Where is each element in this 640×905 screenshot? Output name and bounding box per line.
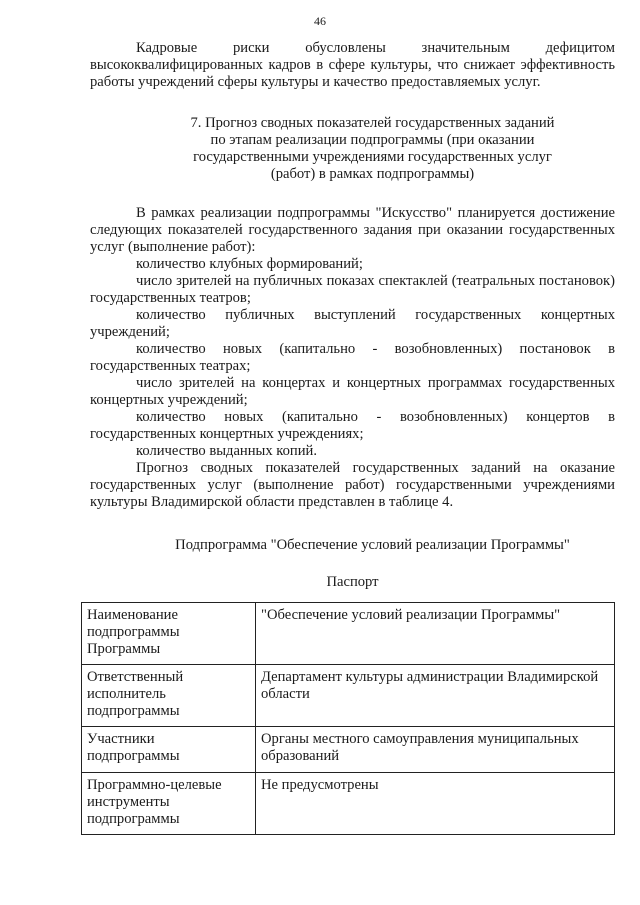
- table-row: [82, 603, 615, 665]
- section-7-heading: [90, 115, 615, 183]
- passport-value: "Обеспечение условий реализации Программы": [256, 603, 615, 665]
- passport-title: Паспорт: [326, 574, 379, 590]
- passport-table: [81, 602, 615, 835]
- indicator-item: количество новых (капитально - возобновленных) концертов в государственных концертных учреждениях;: [90, 409, 615, 442]
- passport-label: Программно-целевые инструменты подпрограммы: [82, 773, 256, 835]
- passport-value: Не предусмотрены: [256, 773, 615, 835]
- indicator-item: количество клубных формирований;: [136, 256, 363, 272]
- table-row: [82, 773, 615, 835]
- section-7-heading-line: по этапам реализации подпрограммы (при оказании: [210, 132, 535, 148]
- indicator-item: число зрителей на концертах и концертных программах государственных концертных учреждений;: [90, 375, 615, 408]
- passport-label: Наименование подпрограммы Программы: [82, 603, 256, 665]
- indicator-item: количество публичных выступлений государственных концертных учреждений;: [90, 307, 615, 340]
- indicator-item: количество новых (капитально - возобновленных) постановок в государственных театрах;: [90, 341, 615, 374]
- document-body: [90, 40, 615, 591]
- section-7-intro: В рамках реализации подпрограммы "Искусство" планируется достижение следующих показателей государственного задания при оказании государственных услуг (выполнение работ):: [90, 205, 615, 255]
- indicator-item: количество выданных копий.: [136, 443, 318, 459]
- page-number: 46: [314, 14, 326, 28]
- section-7-heading-line: 7. Прогноз сводных показателей государственных заданий: [190, 115, 555, 131]
- passport-label: Участники подпрограммы: [82, 727, 256, 773]
- section-7-heading-line: (работ) в рамках подпрограммы): [270, 166, 475, 182]
- intro-paragraph: Кадровые риски обусловлены значительным дефицитом высококвалифицированных кадров в сфере культуры, что снижает эффективность работы учреждений сферы культуры и качество предоставляемых услуг.: [90, 40, 615, 90]
- table-row: [82, 727, 615, 773]
- indicator-item: число зрителей на публичных показах спектаклей (театральных постановок) государственных театров;: [90, 273, 615, 306]
- section-7-heading-line: государственными учреждениями государственных услуг: [193, 149, 552, 165]
- forecast-paragraph: Прогноз сводных показателей государственных заданий на оказание государственных услуг (выполнение работ) государственными учреждениями культуры Владимирской области представлен в таблице 4.: [90, 460, 615, 510]
- passport-value: Органы местного самоуправления муниципальных образований: [256, 727, 615, 773]
- passport-label: Ответственный исполнитель подпрограммы: [82, 665, 256, 727]
- passport-value: Департамент культуры администрации Владимирской области: [256, 665, 615, 727]
- subprogram-title: Подпрограмма "Обеспечение условий реализации Программы": [175, 537, 570, 553]
- table-row: [82, 665, 615, 727]
